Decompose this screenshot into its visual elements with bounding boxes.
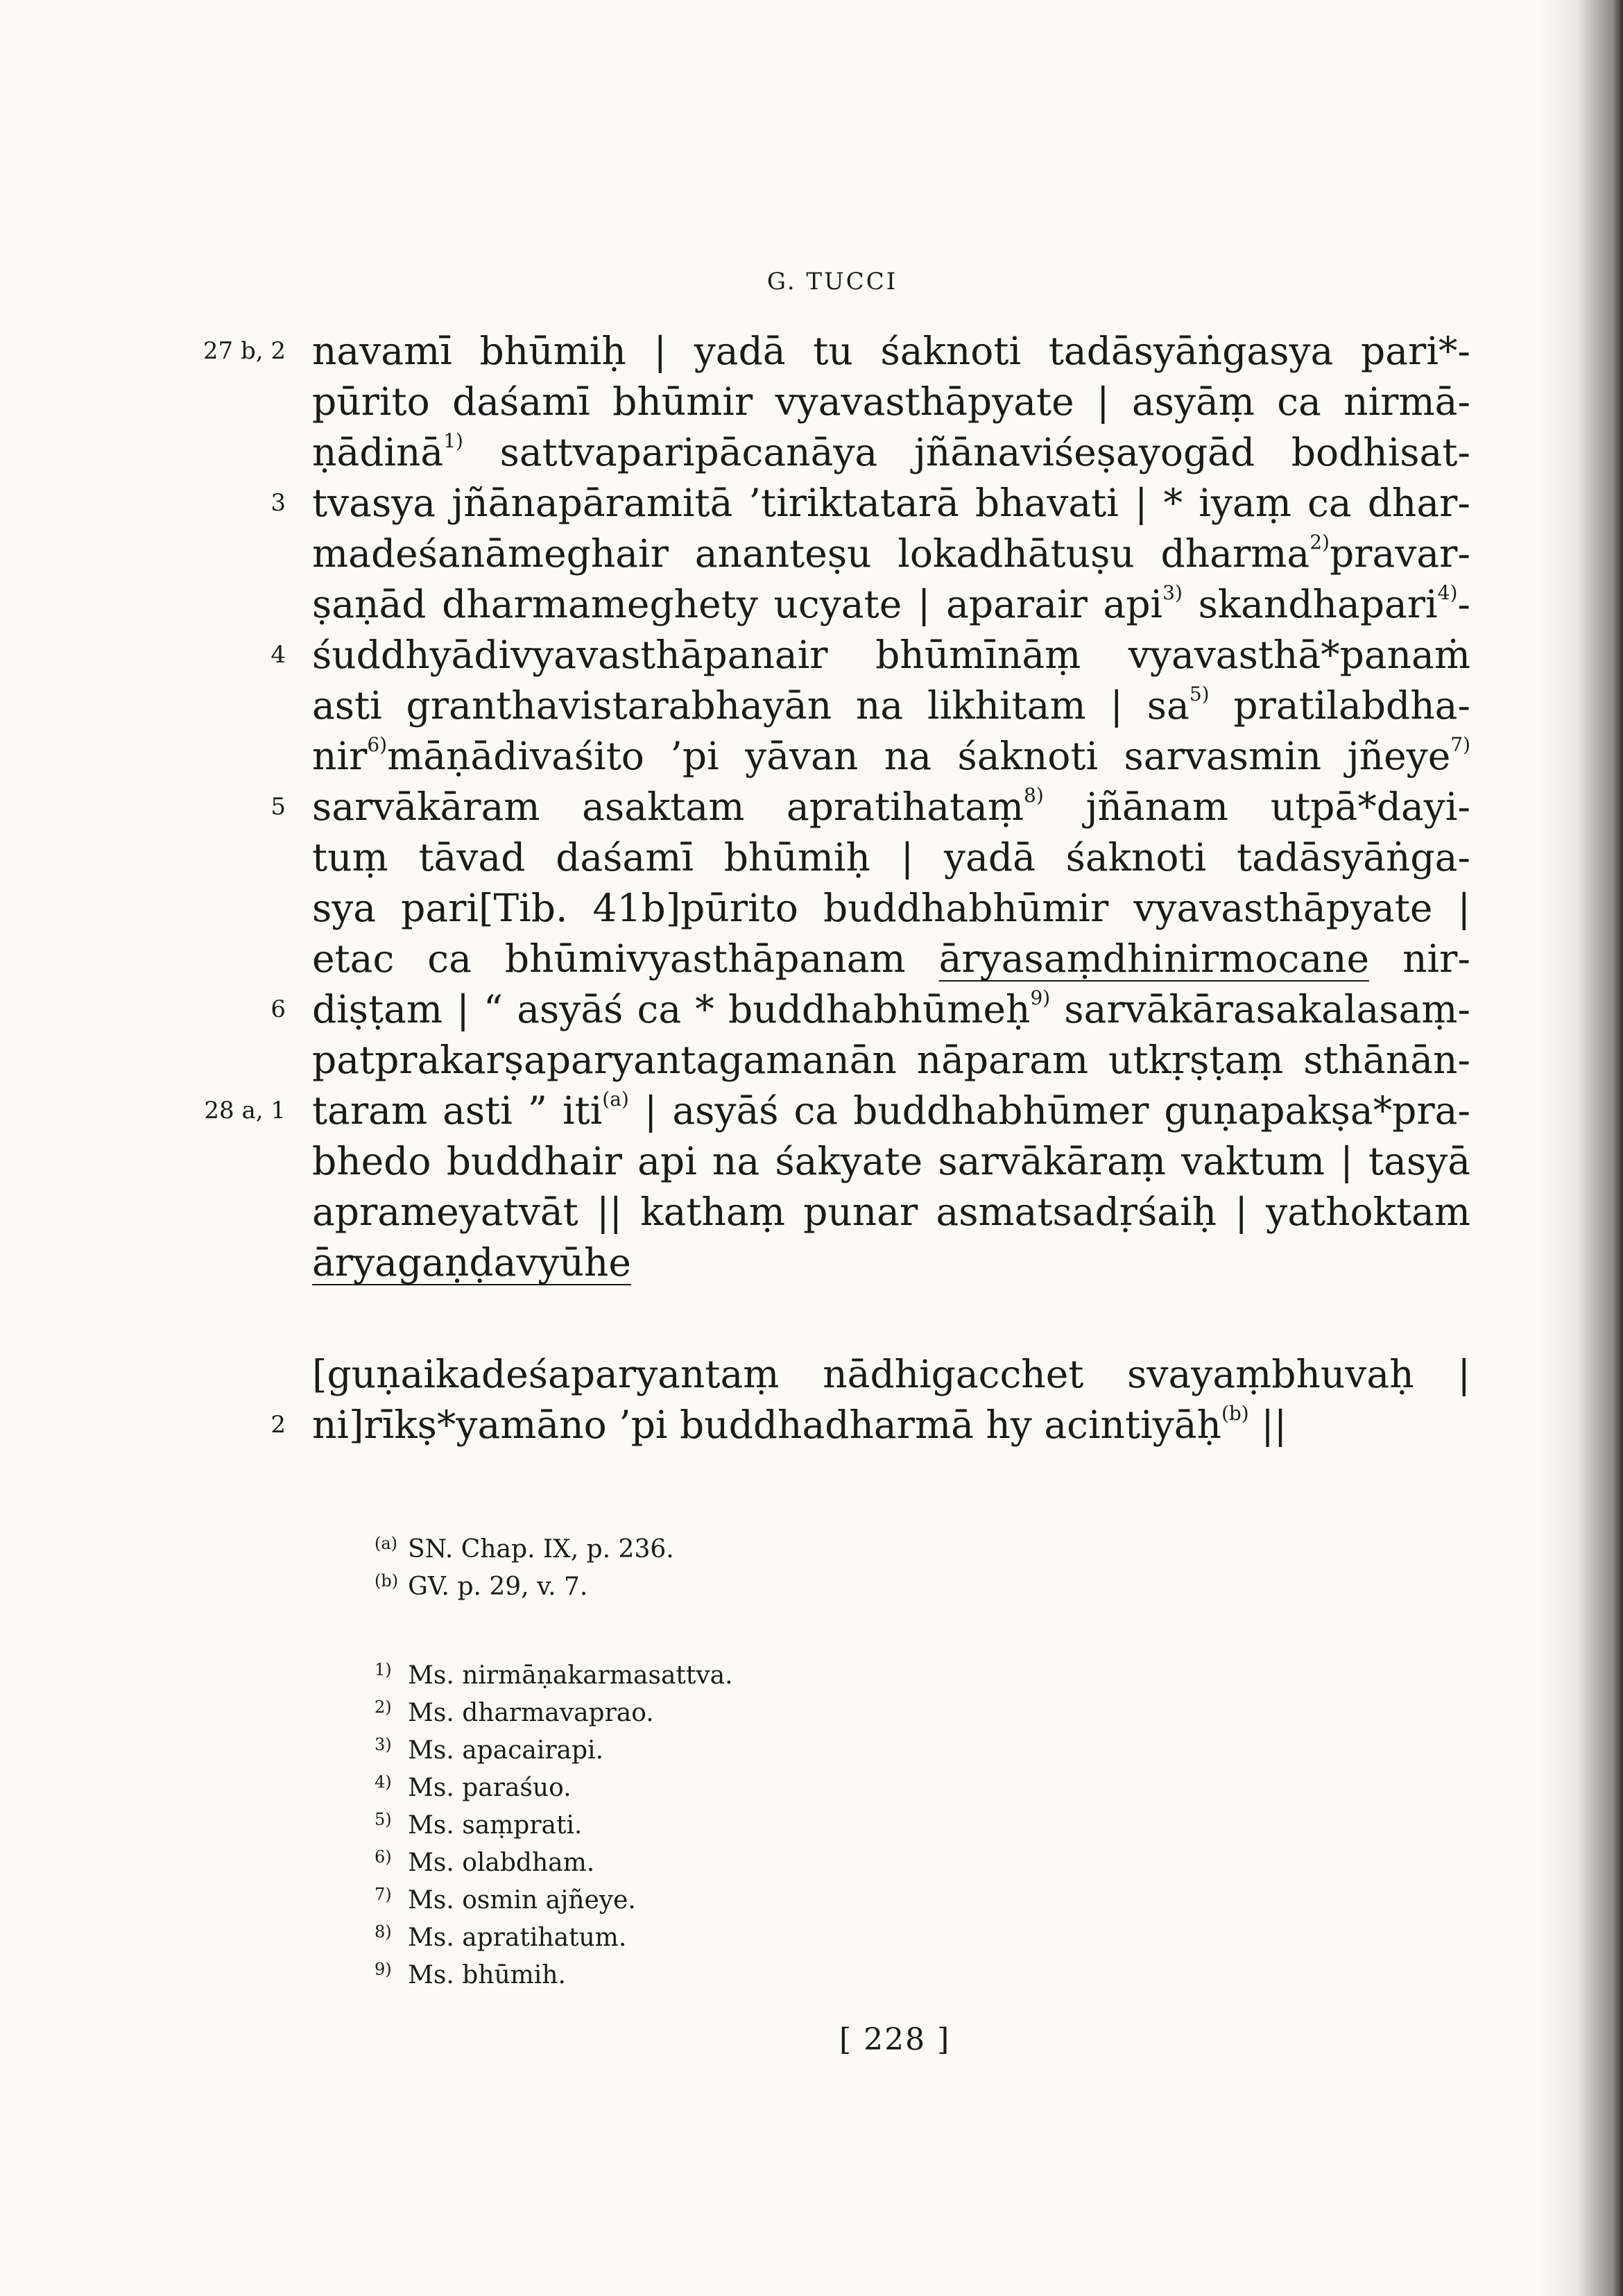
footnote-marker: 7) <box>1450 733 1470 756</box>
footnote-text: Ms. apratihatum. <box>408 1924 627 1952</box>
line-text: tvasya jñānapāramitā ’tiriktatarā bhavati | * iyaṃ ca dhar- <box>312 481 1470 525</box>
footnote-marker: 6) <box>367 733 388 756</box>
footnote <box>375 1562 674 1600</box>
page-number: [ 228 ] <box>839 2022 951 2057</box>
text-line <box>312 529 1470 579</box>
margin-reference: 3 <box>270 489 286 517</box>
line-text: aprameyatvāt || kathaṃ punar asmatsadṛśaiḥ | yathoktam <box>312 1190 1470 1234</box>
line-text: navamī bhūmiḥ | yadā tu śaknoti tadāsyāṅgasya pari*- <box>312 329 1470 373</box>
margin-reference: 28 a, 1 <box>204 1097 286 1124</box>
footnote <box>375 1651 733 1688</box>
line-text: sarvākāram asaktam apratihataṃ <box>312 785 1024 829</box>
footnote-text: Ms. olabdham. <box>408 1849 595 1877</box>
footnote-text: Ms. osmin ajñeye. <box>408 1886 636 1914</box>
footnote-text: Ms. paraśuo. <box>408 1774 572 1802</box>
line-text: sya pari[Tib. 41b]pūrito buddhabhūmir vyavasthāpyate | <box>312 886 1470 930</box>
line-text: [guṇaikadeśaparyantaṃ nādhigacchet svayaṃbhuvaḥ | <box>312 1352 1470 1396</box>
line-text: sattvaparipācanāya jñānaviśeṣayogād bodhisat- <box>463 430 1470 474</box>
footnote <box>375 1876 733 1913</box>
footnote-marker: 8) <box>1024 784 1044 807</box>
line-text: pūrito daśamī bhūmir vyavasthāpyate | asyāṃ ca nirmā- <box>312 379 1470 424</box>
footnote <box>375 1838 733 1876</box>
margin-reference: 2 <box>270 1411 286 1439</box>
line-text: skandhapari <box>1182 582 1438 626</box>
footnotes-letter <box>375 1525 674 1600</box>
line-text: nir- <box>1369 936 1471 981</box>
running-header: G. TUCCI <box>766 268 898 295</box>
text-line <box>312 1035 1470 1086</box>
text-line <box>312 832 1470 883</box>
text-line <box>312 1237 1470 1288</box>
footnote-marker: 4) <box>1437 581 1458 604</box>
footnote-text: Ms. saṃprati. <box>408 1811 583 1840</box>
line-text: - <box>1457 582 1470 626</box>
footnote-mark: 2) <box>375 1697 392 1717</box>
footnote <box>375 1688 733 1726</box>
footnote-marker: 1) <box>443 429 463 452</box>
text-line <box>312 731 1470 782</box>
line-text: pravar- <box>1329 531 1470 576</box>
line-text: sarvākārasakalasaṃ- <box>1050 987 1471 1031</box>
line-text: nir <box>312 734 368 778</box>
text-line <box>270 478 1470 529</box>
text-line <box>312 1136 1470 1187</box>
footnote-marker: 5) <box>1189 683 1210 705</box>
line-text: asti granthavistarabhayān na likhitam | sa <box>312 683 1190 728</box>
text-line <box>312 680 1470 731</box>
line-text: diṣṭam | “ asyāś ca * buddhabhūmeḥ <box>312 987 1031 1031</box>
footnote-marker: 3) <box>1162 581 1183 604</box>
line-text: madeśanāmeghair ananteṣu lokadhātuṣu dharma <box>312 531 1310 576</box>
footnote-text: Ms. apacairapi. <box>408 1736 604 1765</box>
footnote-mark: 6) <box>375 1847 392 1867</box>
text-line <box>312 427 1470 478</box>
margin-reference: 6 <box>270 995 286 1023</box>
footnote-mark: (a) <box>375 1534 398 1553</box>
footnote <box>375 1951 733 1988</box>
footnote-mark: 1) <box>375 1660 392 1679</box>
footnote <box>375 1726 733 1763</box>
text-line <box>312 1349 1470 1400</box>
footnote-marker: 2) <box>1309 531 1330 554</box>
footnote-mark: 7) <box>375 1885 392 1904</box>
text-line <box>312 883 1470 934</box>
underlined-title: āryagaṇḍavyūhe <box>312 1240 631 1285</box>
line-text: ṇādinā <box>312 430 444 474</box>
footnote-mark: 9) <box>375 1960 392 1979</box>
line-text: pratilabdha- <box>1209 683 1470 728</box>
text-line <box>270 1400 1470 1450</box>
footnote-mark: 4) <box>375 1772 392 1792</box>
line-text: śuddhyādivyavasthāpanair bhūmīnāṃ vyavasthā*panaṁ <box>312 633 1470 677</box>
margin-reference: 5 <box>270 793 286 821</box>
footnote <box>375 1913 733 1951</box>
line-text: taram asti ” iti <box>312 1088 603 1133</box>
footnote-text: GV. p. 29, v. 7. <box>408 1573 588 1601</box>
line-text: patprakarṣaparyantagamanān nāparam utkṛṣṭaṃ sthānān- <box>312 1038 1470 1082</box>
footnote-text: Ms. nirmāṇakarmasattva. <box>408 1661 733 1690</box>
footnote-marker: (a) <box>602 1088 629 1111</box>
text-line <box>203 326 1470 377</box>
text-line <box>312 1187 1470 1237</box>
footnote-marker: 9) <box>1030 986 1051 1009</box>
line-text: māṇādivaśito ’pi yāvan na śaknoti sarvasmin jñeye <box>387 734 1451 778</box>
text-line <box>270 984 1471 1035</box>
line-text: | asyāś ca buddhabhūmer guṇapakṣa*pra- <box>628 1088 1470 1133</box>
footnotes-number <box>375 1651 733 1988</box>
footnote-mark: 3) <box>375 1735 392 1754</box>
line-text: etac ca bhūmivyasthāpanam <box>312 936 939 981</box>
margin-reference: 27 b, 2 <box>203 337 286 365</box>
footnote <box>375 1525 674 1562</box>
text-line <box>204 1086 1470 1136</box>
footnote-mark: 8) <box>375 1922 392 1942</box>
footnote-marker: (b) <box>1221 1402 1249 1425</box>
line-text: ṣaṇād dharmameghety ucyate | aparair api <box>312 582 1163 626</box>
verse-quote <box>270 1349 1470 1450</box>
main-text <box>203 326 1471 1288</box>
text-line <box>312 934 1470 984</box>
footnote-mark: 5) <box>375 1810 392 1829</box>
page-edge-shadow <box>1540 0 1623 2296</box>
line-text: jñānam utpā*dayi- <box>1043 785 1470 829</box>
margin-reference: 4 <box>270 641 286 669</box>
line-text: ni]rīkṣ*yamāno ’pi buddhadharmā hy acintiyāḥ <box>312 1403 1221 1447</box>
text-line <box>312 579 1470 630</box>
footnote <box>375 1763 733 1801</box>
text-line <box>270 630 1470 680</box>
line-text: bhedo buddhair api na śakyate sarvākāraṃ vaktum | tasyā <box>312 1139 1470 1183</box>
underlined-title: āryasaṃdhinirmocane <box>938 936 1370 981</box>
footnote-text: SN. Chap. IX, p. 236. <box>408 1535 674 1563</box>
text-line <box>312 377 1470 427</box>
footnote-mark: (b) <box>375 1571 399 1591</box>
footnote <box>375 1801 733 1838</box>
line-text: tuṃ tāvad daśamī bhūmiḥ | yadā śaknoti tadāsyāṅga- <box>312 835 1470 880</box>
footnote-text: Ms. bhūmih. <box>408 1961 566 1989</box>
text-line <box>270 782 1470 832</box>
line-text: || <box>1248 1403 1287 1447</box>
footnote-text: Ms. dharmavaprao. <box>408 1699 654 1727</box>
